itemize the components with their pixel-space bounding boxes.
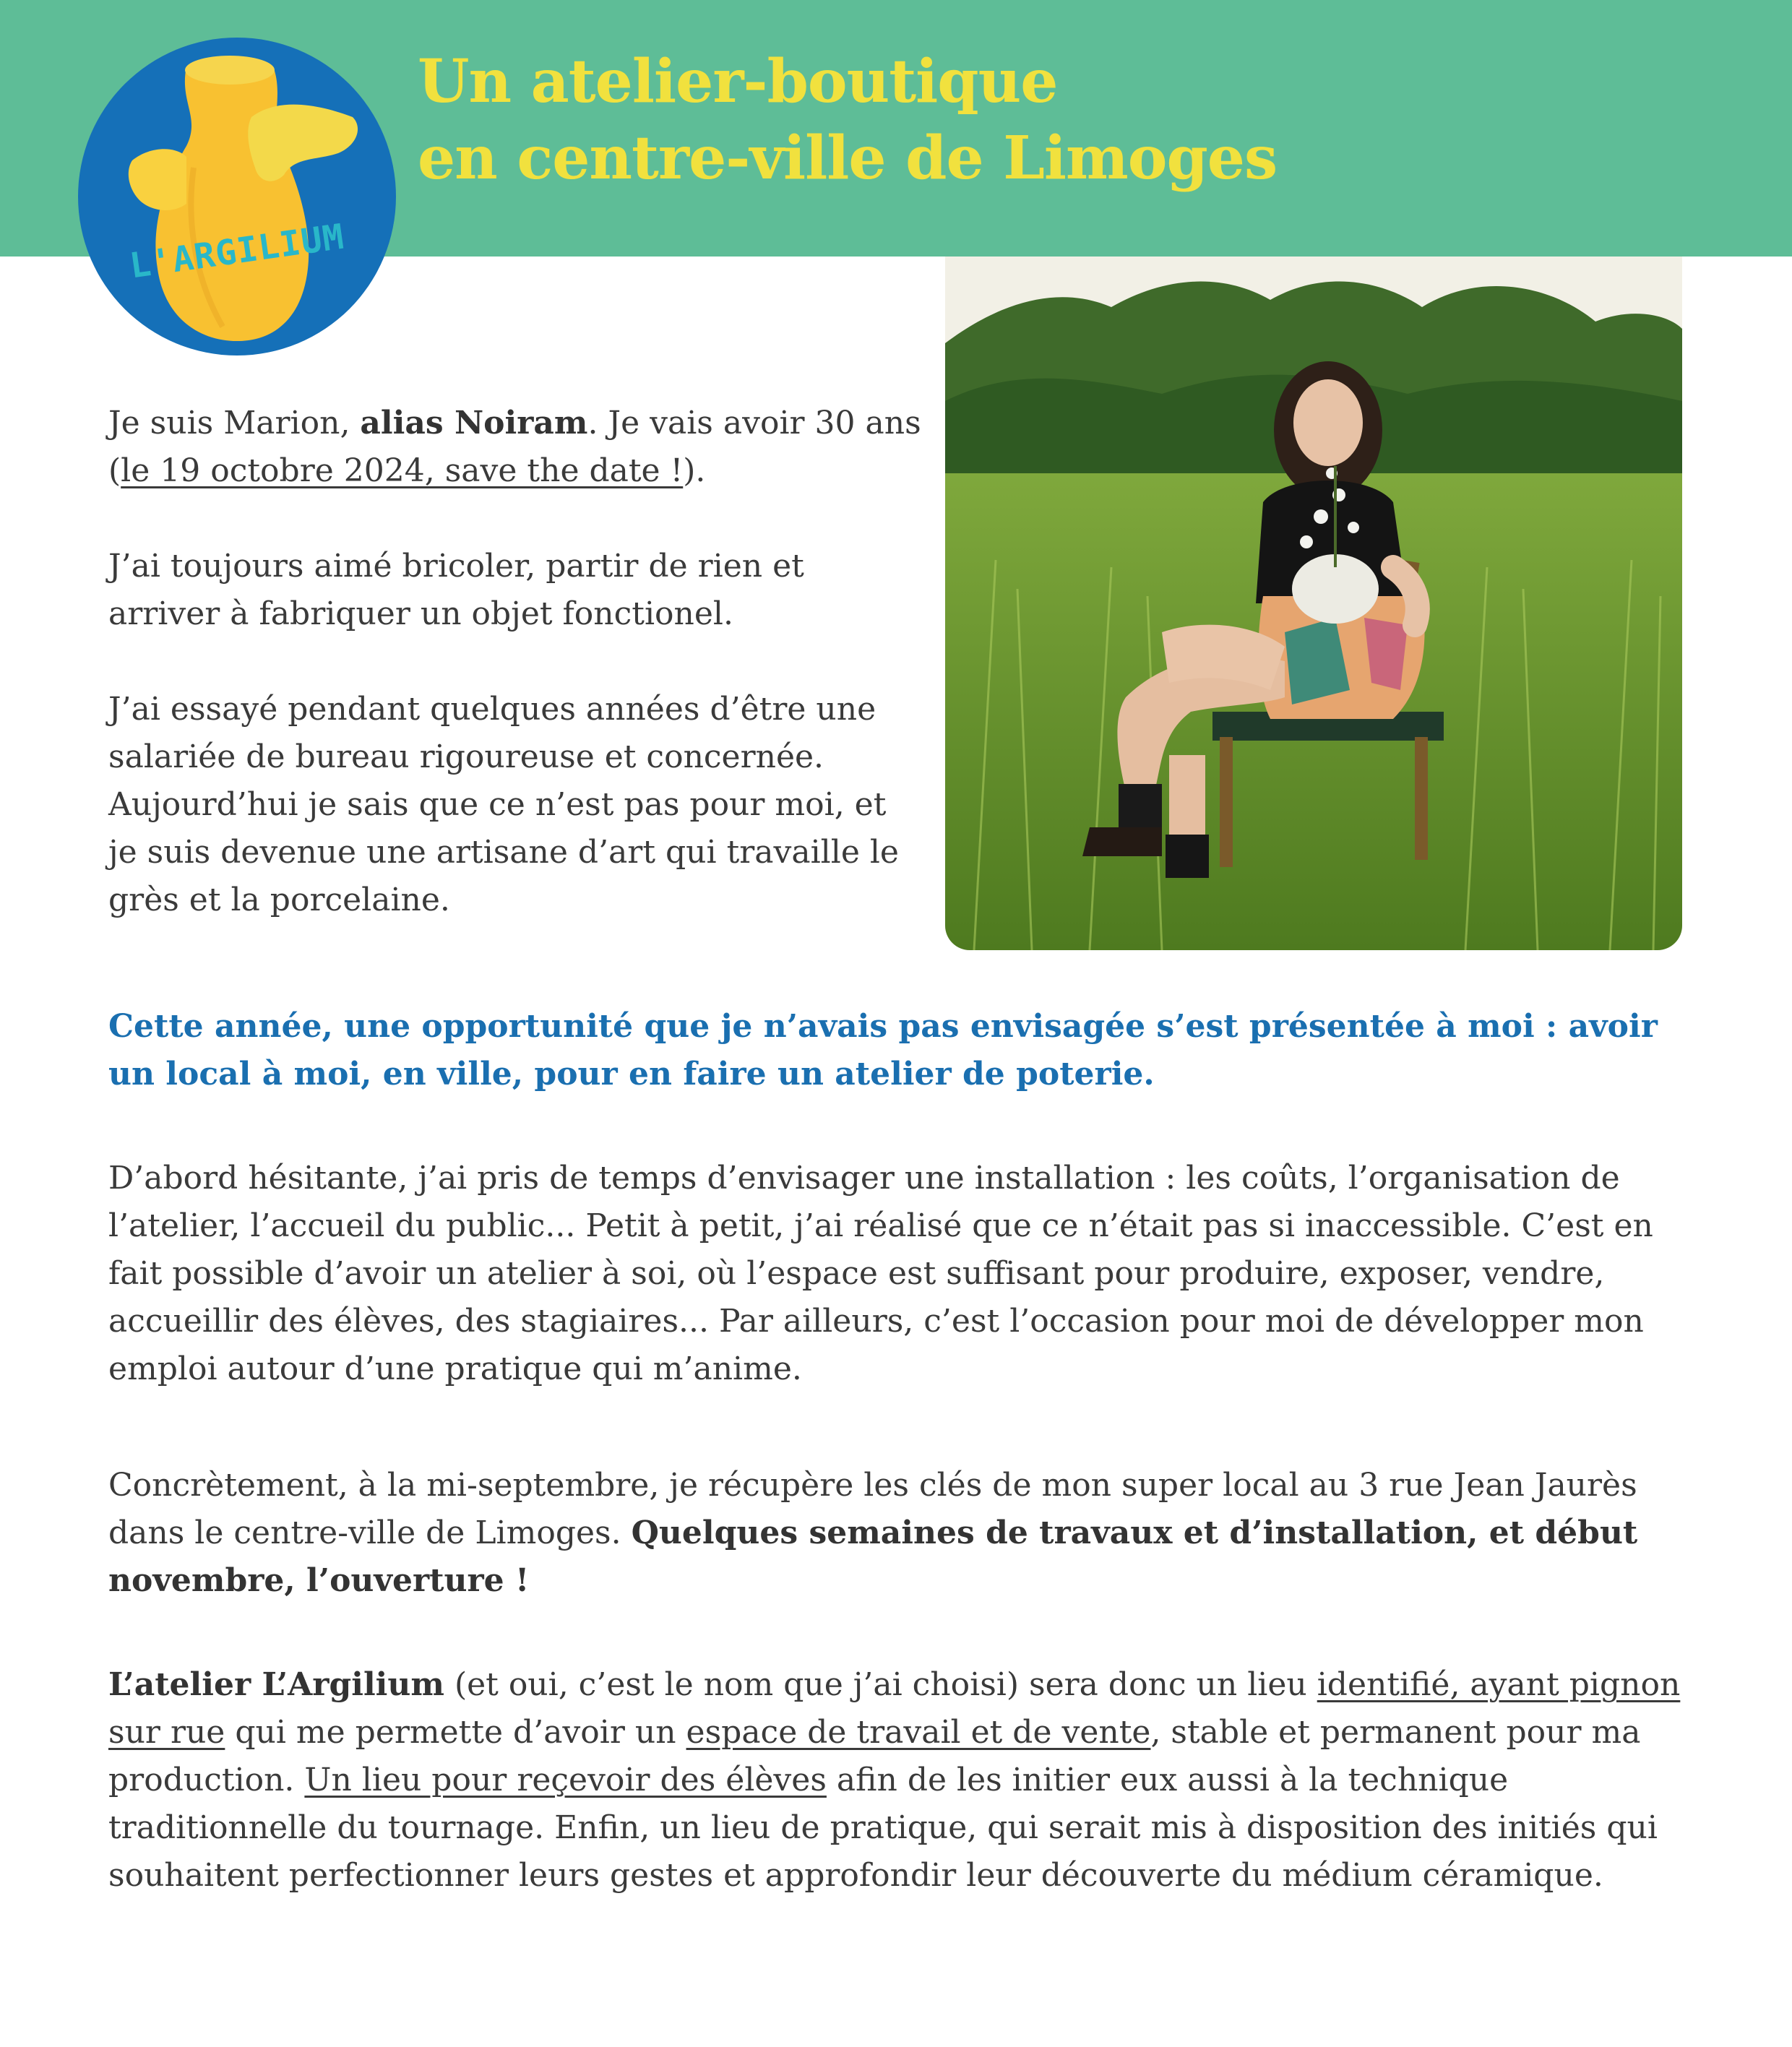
opening-announcement: Quelques semaines de travaux et d’installation, et début novembre, l’ouverture !	[108, 1514, 1638, 1599]
portrait-photo	[945, 257, 1682, 950]
argilium-logo	[78, 38, 396, 355]
highlight-paragraph: Cette année, une opportunité que je n’avais pas envisagée s’est présentée à moi : avoir un local à moi, en ville, pour en faire un atelier de poterie.	[108, 1008, 1658, 1093]
vase-hands-icon	[78, 38, 396, 355]
alias-noiram: alias Noiram	[360, 405, 588, 441]
body-paragraph-5: Concrètement, à la mi-septembre, je récupère les clés de mon super local au 3 rue Jean Jaurès dans le centre-ville de Limoges. Quelques semaines de travaux et d’installation, et début novembre, l’ouverture !	[108, 1467, 1638, 1599]
intro-paragraph-2: J’ai toujours aimé bricoler, partir de rien et arriver à fabriquer un objet fonctionel.	[108, 548, 804, 632]
logo-wordmark: L'ARGILIUM	[127, 216, 347, 287]
body-paragraph-6: L’atelier L’Argilium (et oui, c’est le nom que j’ai choisi) sera donc un lieu identifié, ayant pignon sur rue qui me permette d’avoir un espace de travail et de vente, stable et permanent pour ma production. Un lieu pour reçevoir des élèves afin de les initier eux aussi à la technique traditionnelle du tournage. Enfin, un lieu de pratique, qui serait mis à disposition des initiés qui souhaitent perfectionner leurs gestes et approfondir leur découverte du médium céramique.	[108, 1666, 1681, 1894]
recevoir-eleves-link[interactable]: Un lieu pour reçevoir des élèves	[304, 1762, 827, 1798]
pignon-sur-rue-link[interactable]: identifié, ayant pignon sur rue	[108, 1666, 1681, 1751]
title-line-1: Un atelier-boutique	[418, 47, 1058, 116]
body-paragraph-4: D’abord hésitante, j’ai pris de temps d’envisager une installation : les coûts, l’organisation de l’atelier, l’accueil du public... Petit à petit, j’ai réalisé que ce n’était pas si inaccessible. C’est en fait possible d’avoir un atelier à soi, où l’espace est suffisant pour produire, exposer, vendre, accueillir des élèves, des stagiaires... Par ailleurs, c’est l’occasion pour moi de développer mon emploi autour d’une pratique qui m’anime.	[108, 1160, 1653, 1387]
page-title	[418, 43, 1277, 197]
intro-paragraph-3: J’ai essayé pendant quelques années d’être une salariée de bureau rigoureuse et concernée. Aujourd’hui je sais que ce n’est pas pour moi, et je suis devenue une artisane d’art qui travaille le grès et la porcelaine.	[108, 691, 899, 918]
atelier-name: L’atelier L’Argilium	[108, 1666, 444, 1703]
espace-travail-link[interactable]: espace de travail et de vente	[686, 1714, 1151, 1751]
birthday-link[interactable]: le 19 octobre 2024, save the date !	[121, 452, 684, 489]
intro-paragraph-1: Je suis Marion, alias Noiram. Je vais avoir 30 ans (le 19 octobre 2024, save the date !).	[108, 405, 921, 489]
title-line-2: en centre-ville de Limoges	[418, 124, 1278, 193]
